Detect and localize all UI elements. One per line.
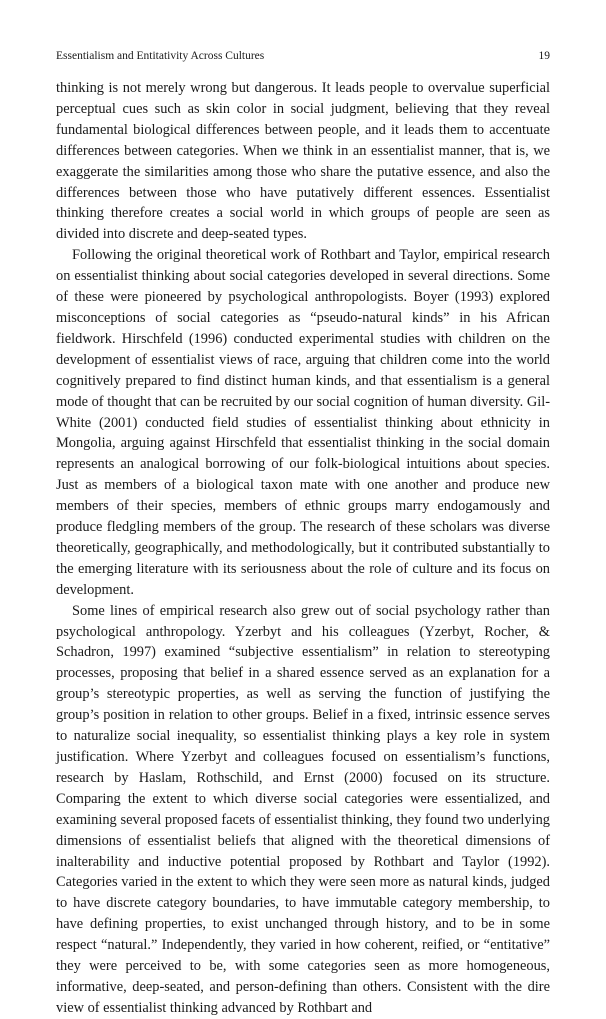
- paragraph-continued: thinking is not merely wrong but dangerous. It leads people to overvalue superficial perceptual cues such as skin color in social judgment, believing that they reveal fundamental biological differences between people, and it leads them to accentuate differences between categories. When we think in an essentialist manner, that is, we exaggerate the similarities among those who share the putative essence, and also the differences between those who have putatively different essences. Essentialist thinking therefore creates a social world in which groups of people are seen as divided into discrete and deep-seated types.: [56, 80, 550, 243]
- paragraph-social-psychology: Some lines of empirical research also grew out of social psychology rather than psychological anthropology. Yzerbyt and his colleagues (Yzerbyt, Rocher, & Schadron, 1997) examined “subjective essentialism” in relation to stereotyping processes, proposing that belief in a shared essence served as an explanation for a group’s stereotypic properties, as well as serving the function of justifying the group’s position in relation to other groups. Belief in a fixed, intrinsic essence serves to naturalize social inequality, so essentialist thinking plays a key role in system justification. Where Yzerbyt and colleagues focused on essentialism’s functions, research by Haslam, Rothschild, and Ernst (2000) focused on its structure. Comparing the extent to which diverse social categories were essentialized, and examining several proposed facets of essentialist thinking, they found two underlying dimensions of essentialist beliefs that aligned with the theoretical dimensions of inalterability and inductive potential proposed by Rothbart and Taylor (1992). Categories varied in the extent to which they were seen more as natural kinds, judged to have discrete category boundaries, to have immutable category membership, to have defining properties, to exist unchanged through history, and to be in some respect “natural.” Independently, they varied in how coherent, reified, or “entitative” they were perceived to be, with some categories seen as more homogeneous, informative, deep-seated, and person-defining than others. Consistent with the dire view of essentialist thinking advanced by Rothbart and: [56, 602, 550, 1016]
- running-head: [56, 50, 550, 70]
- body-text: [56, 78, 550, 1019]
- running-head-title: Essentialism and Entitativity Across Cultures: [56, 50, 265, 62]
- paragraph-empirical-research: Following the original theoretical work of Rothbart and Taylor, empirical research on essentialist thinking about social categories developed in several directions. Some of these were pioneered by psychological anthropologists. Boyer (1993) explored misconceptions of social categories as “pseudo-natural kinds” in his African fieldwork. Hirschfeld (1996) conducted experimental studies with children on the development of essentialist views of race, arguing that children come into the world cognitively prepared to find distinct human kinds, and that essentialism is a general mode of thought that can be recruited by our social cognition of human diversity. Gil-White (2001) conducted field studies of essentialist thinking about ethnicity in Mongolia, arguing against Hirschfeld that essentialist thinking in the social domain represents an analogical borrowing of our folk-biological intuitions about species. Just as members of a biological taxon mate with one another and produce new members of their species, members of ethnic groups marry endogamously and produce fledgling members of the group. The research of these scholars was diverse theoretically, geographically, and methodologically, but it contributed substantially to the emerging literature with its seriousness about the role of culture and its focus on development.: [56, 247, 550, 598]
- page-number: 19: [538, 50, 550, 62]
- book-page: [56, 50, 550, 1019]
